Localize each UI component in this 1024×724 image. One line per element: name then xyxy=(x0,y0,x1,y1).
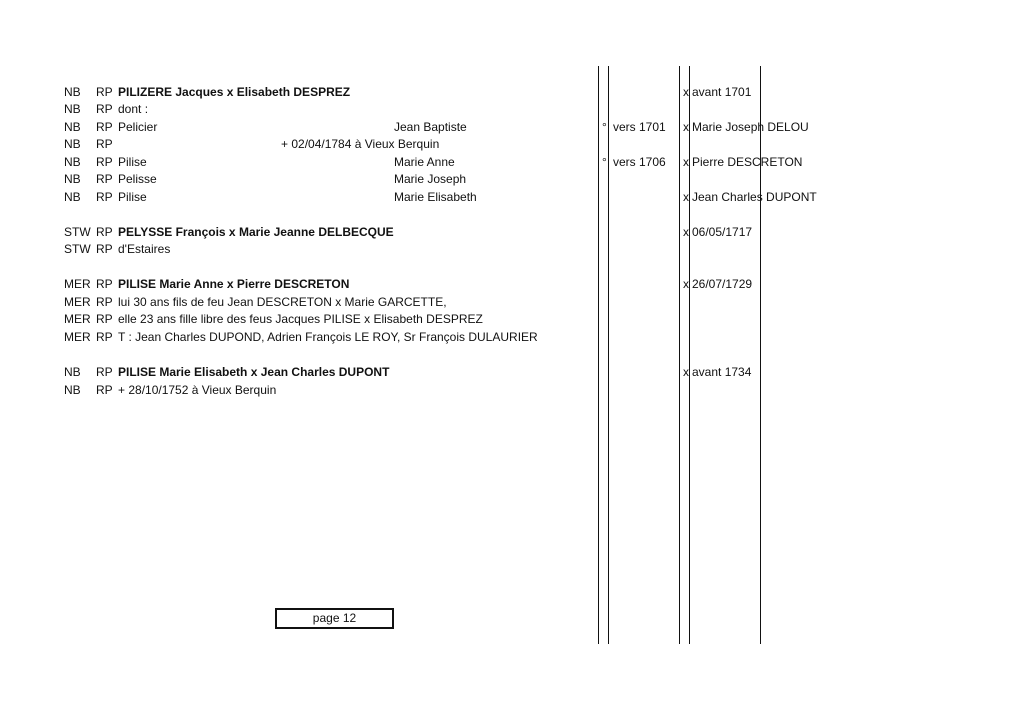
row-event: avant 1701 xyxy=(692,85,752,99)
row-rp: RP xyxy=(96,365,113,379)
column-divider xyxy=(679,66,680,644)
page-number: page 12 xyxy=(275,608,394,629)
row-source: NB xyxy=(64,365,81,379)
row-rp: RP xyxy=(96,102,113,116)
row-description: + 28/10/1752 à Vieux Berquin xyxy=(118,383,277,397)
row-rp: RP xyxy=(96,120,113,134)
row-event: 26/07/1729 xyxy=(692,277,753,291)
row-marriage-marker: x xyxy=(683,85,689,99)
row-event: Marie Joseph DELOU xyxy=(692,120,809,134)
row-description: lui 30 ans fils de feu Jean DESCRETON x Marie GARCETTE, xyxy=(118,295,447,309)
row-birth-date: vers 1706 xyxy=(613,155,666,169)
row-rp: RP xyxy=(96,137,113,151)
row-source: NB xyxy=(64,102,81,116)
row-source: MER xyxy=(64,330,91,344)
row-description: + 02/04/1784 à Vieux Berquin xyxy=(281,137,440,151)
row-rp: RP xyxy=(96,85,113,99)
row-firstname: Marie Joseph xyxy=(394,172,467,186)
row-marriage-marker: x xyxy=(683,277,689,291)
row-description: Pelicier xyxy=(118,120,158,134)
column-divider xyxy=(689,66,690,644)
row-firstname: Marie Anne xyxy=(394,155,455,169)
row-source: MER xyxy=(64,295,91,309)
row-event: avant 1734 xyxy=(692,365,752,379)
tick-mark xyxy=(689,136,690,150)
row-description: PILIZERE Jacques x Elisabeth DESPREZ xyxy=(118,85,351,99)
row-marriage-marker: x xyxy=(683,365,689,379)
row-rp: RP xyxy=(96,155,113,169)
tick-mark xyxy=(760,136,761,150)
row-description: PILISE Marie Elisabeth x Jean Charles DUPONT xyxy=(118,365,390,379)
row-event: Pierre DESCRETON xyxy=(692,155,803,169)
row-description: PELYSSE François x Marie Jeanne DELBECQUE xyxy=(118,225,394,239)
row-rp: RP xyxy=(96,242,113,256)
row-description: Pelisse xyxy=(118,172,157,186)
row-description: d'Estaires xyxy=(118,242,171,256)
tick-mark xyxy=(760,171,761,185)
row-birth-marker: ° xyxy=(602,155,607,169)
row-rp: RP xyxy=(96,330,113,344)
row-source: MER xyxy=(64,312,91,326)
row-rp: RP xyxy=(96,277,113,291)
row-description: Pilise xyxy=(118,190,147,204)
row-source: NB xyxy=(64,120,81,134)
row-rp: RP xyxy=(96,295,113,309)
row-event: Jean Charles DUPONT xyxy=(692,190,817,204)
row-birth-date: vers 1701 xyxy=(613,120,666,134)
row-marriage-marker: x xyxy=(683,190,689,204)
row-source: MER xyxy=(64,277,91,291)
row-source: STW xyxy=(64,242,91,256)
row-rp: RP xyxy=(96,312,113,326)
row-rp: RP xyxy=(96,190,113,204)
row-source: NB xyxy=(64,137,81,151)
row-description: Pilise xyxy=(118,155,147,169)
row-description: T : Jean Charles DUPOND, Adrien François LE ROY, Sr François DULAURIER xyxy=(118,330,538,344)
row-description: elle 23 ans fille libre des feus Jacques PILISE x Elisabeth DESPREZ xyxy=(118,312,483,326)
row-rp: RP xyxy=(96,383,113,397)
row-rp: RP xyxy=(96,172,113,186)
row-source: STW xyxy=(64,225,91,239)
row-firstname: Jean Baptiste xyxy=(394,120,467,134)
row-source: NB xyxy=(64,172,81,186)
row-source: NB xyxy=(64,383,81,397)
row-rp: RP xyxy=(96,225,113,239)
row-birth-marker: ° xyxy=(602,120,607,134)
row-marriage-marker: x xyxy=(683,225,689,239)
row-description: PILISE Marie Anne x Pierre DESCRETON xyxy=(118,277,350,291)
row-event: 06/05/1717 xyxy=(692,225,753,239)
row-description: dont : xyxy=(118,102,149,116)
row-source: NB xyxy=(64,155,81,169)
row-marriage-marker: x xyxy=(683,120,689,134)
column-divider xyxy=(760,66,761,644)
column-divider xyxy=(598,66,599,644)
row-firstname: Marie Elisabeth xyxy=(394,190,477,204)
row-source: NB xyxy=(64,85,81,99)
column-divider xyxy=(608,66,609,644)
tick-mark xyxy=(689,171,690,185)
row-source: NB xyxy=(64,190,81,204)
row-marriage-marker: x xyxy=(683,155,689,169)
